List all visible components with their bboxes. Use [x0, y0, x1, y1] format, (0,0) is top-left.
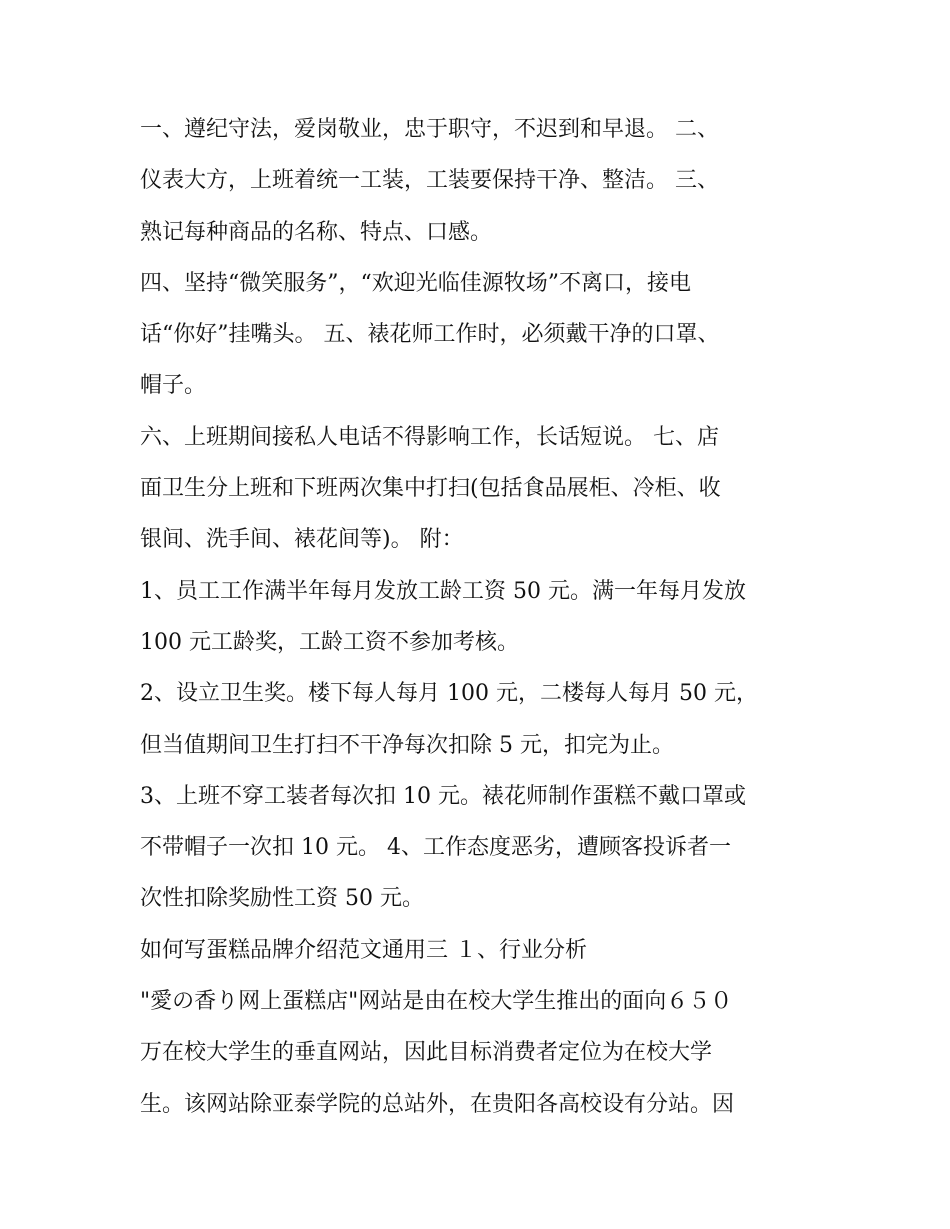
text-line: 但当值期间卫生打扫不干净每次扣除 5 元，扣完为止。 — [140, 732, 674, 758]
text-line: 生。该网站除亚泰学院的总站外，在贵阳各高校设有分站。因 — [140, 1091, 735, 1117]
body-text — [140, 104, 830, 1130]
text-line: 一、遵纪守法，爱岗敬业，忠于职守，不迟到和早退。 二、 — [140, 117, 719, 142]
text-line: 1、员工工作满半年每月发放工龄工资 50 元。满一年每月发放 — [140, 578, 746, 604]
text-line: 帽子。 — [140, 373, 207, 399]
text-line: 熟记每种商品的名称、特点、口感。 — [140, 219, 493, 245]
text-line: 六、上班期间接私人电话不得影响工作，长话短说。 七、店 — [140, 424, 719, 450]
text-line: 2、设立卫生奖。楼下每人每月 100 元，二楼每人每月 50 元， — [140, 681, 758, 707]
text-line: 3、上班不穿工装者每次扣 10 元。裱花师制作蛋糕不戴口罩或 — [140, 783, 746, 809]
text-line: 100 元工龄奖，工龄工资不参加考核。 — [140, 629, 519, 655]
text-line: 银间、洗手间、裱花间等)。 附： — [140, 527, 464, 553]
text-line: 不带帽子一次扣 10 元。 4、工作态度恶劣，遭顾客投诉者一 — [140, 835, 731, 861]
text-line: 万在校大学生的垂直网站，因此目标消费者定位为在校大学 — [140, 1040, 713, 1066]
text-line: 四、坚持“微笑服务”，“欢迎光临佳源牧场”不离口，接电 — [140, 270, 691, 296]
text-line: 话“你好”挂嘴头。 五、裱花师工作时，必须戴干净的口罩、 — [140, 322, 720, 348]
text-line: 如何写蛋糕品牌介绍范文通用三 １、行业分析 — [140, 937, 587, 963]
text-line: 面卫生分上班和下班两次集中打扫(包括食品展柜、冷柜、收 — [140, 476, 721, 502]
text-line: 仪表大方，上班着统一工装，工装要保持干净、整洁。 三、 — [140, 168, 719, 194]
text-line: 次性扣除奖励性工资 50 元。 — [140, 886, 424, 912]
text-line: "愛の香り网上蛋糕店"网站是由在校大学生推出的面向６５０ — [140, 989, 733, 1015]
